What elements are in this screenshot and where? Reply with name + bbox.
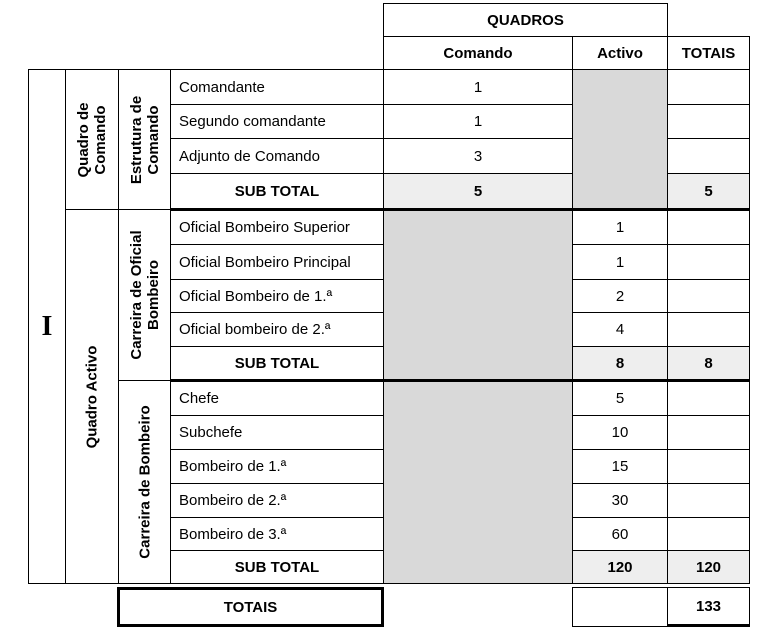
row-total-adjunto [667, 138, 750, 174]
row-label-subchefe: Subchefe [170, 415, 384, 450]
subtotal-activo-3: 120 [572, 550, 668, 584]
row-label-of2: Oficial bombeiro de 2.ª [170, 312, 384, 347]
row-comando-comandante: 1 [383, 69, 573, 105]
separator-line [170, 208, 750, 211]
carreira-oficial-line1: Carreira de Oficial [127, 230, 145, 360]
subtotal-label-2: SUB TOTAL [170, 346, 384, 381]
carreira-oficial-line2: Bombeiro [144, 259, 162, 331]
separator-line [170, 379, 750, 382]
row-total-superior [667, 209, 750, 245]
subtotal-total-1: 5 [667, 173, 750, 210]
subtotal-total-2: 8 [667, 346, 750, 381]
quadro-comando-line1: Quadro de [75, 101, 92, 178]
row-label-comandante: Comandante [170, 69, 384, 105]
row-activo-b1: 15 [572, 449, 668, 484]
estrutura-comando-label [128, 95, 162, 183]
footer-activo-empty [572, 587, 668, 627]
row-label-b1: Bombeiro de 1.ª [170, 449, 384, 484]
carreira-oficial-label [128, 230, 162, 359]
estrutura-comando-line1: Estrutura de [127, 95, 145, 184]
header-quadros: QUADROS [383, 3, 668, 37]
row-activo-of2: 4 [572, 312, 668, 347]
row-total-b3 [667, 517, 750, 551]
row-label-principal: Oficial Bombeiro Principal [170, 244, 384, 280]
activo-shaded-block [572, 69, 668, 210]
footer-totais-label: TOTAIS [117, 587, 384, 627]
header-comando: Comando [383, 36, 573, 70]
row-label-adjunto: Adjunto de Comando [170, 138, 384, 174]
header-totais: TOTAIS [667, 36, 750, 70]
row-total-principal [667, 244, 750, 280]
carreira-bombeiro-label: Carreira de Bombeiro [136, 405, 153, 559]
quadro-comando-label [75, 102, 109, 177]
row-label-of1: Oficial Bombeiro de 1.ª [170, 279, 384, 313]
row-total-subchefe [667, 415, 750, 450]
row-activo-chefe: 5 [572, 380, 668, 416]
row-label-b3: Bombeiro de 3.ª [170, 517, 384, 551]
row-total-chefe [667, 380, 750, 416]
row-label-b2: Bombeiro de 2.ª [170, 483, 384, 518]
footer-grand-total: 133 [667, 587, 750, 627]
row-total-b1 [667, 449, 750, 484]
row-comando-adjunto: 3 [383, 138, 573, 174]
row-label-chefe: Chefe [170, 380, 384, 416]
row-activo-b2: 30 [572, 483, 668, 518]
subtotal-label-3: SUB TOTAL [170, 550, 384, 584]
row-activo-of1: 2 [572, 279, 668, 313]
row-total-comandante [667, 69, 750, 105]
row-total-segundo [667, 104, 750, 139]
quadro-comando-cell [65, 69, 119, 210]
carreira-bombeiro-cell [118, 380, 171, 584]
row-label-superior: Oficial Bombeiro Superior [170, 209, 384, 245]
subtotal-total-3: 120 [667, 550, 750, 584]
row-activo-subchefe: 10 [572, 415, 668, 450]
estrutura-comando-cell [118, 69, 171, 210]
row-total-of1 [667, 279, 750, 313]
subtotal-label-1: SUB TOTAL [170, 173, 384, 210]
header-activo: Activo [572, 36, 668, 70]
row-comando-segundo: 1 [383, 104, 573, 139]
row-activo-b3: 60 [572, 517, 668, 551]
quadro-activo-cell [65, 209, 119, 584]
carreira-oficial-cell [118, 209, 171, 381]
row-activo-superior: 1 [572, 209, 668, 245]
subtotal-activo-2: 8 [572, 346, 668, 381]
comando-shaded-block [383, 209, 573, 584]
estrutura-comando-line2: Comando [144, 104, 162, 175]
row-activo-principal: 1 [572, 244, 668, 280]
subtotal-comando-1: 5 [383, 173, 573, 210]
quadro-comando-line2: Comando [92, 104, 109, 175]
section-roman-numeral: I [28, 69, 66, 584]
row-label-segundo: Segundo comandante [170, 104, 384, 139]
row-total-of2 [667, 312, 750, 347]
row-total-b2 [667, 483, 750, 518]
quadro-activo-label: Quadro Activo [83, 345, 101, 448]
